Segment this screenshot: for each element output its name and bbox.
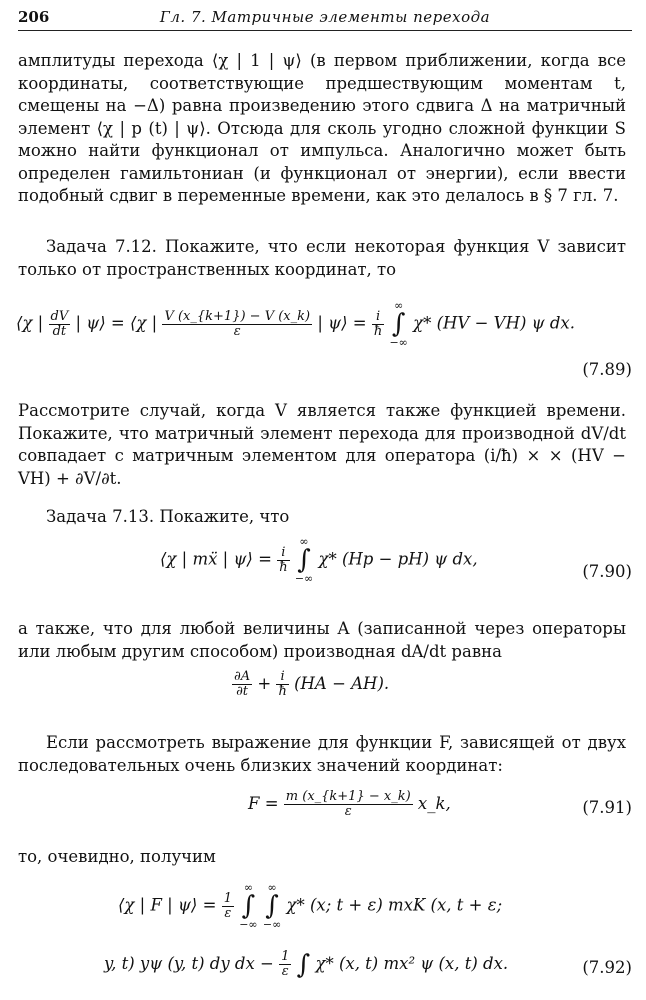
eq792-integral-2: ∞ ∫ −∞ [262,881,282,931]
eq792-coef-2: $\frac{1}{\varepsilon}$ [281,949,290,979]
eq792-integral-1: ∞ ∫ −∞ [239,881,258,931]
eq789-integral: ∞ ∫ −∞ [389,299,408,349]
eq791-fraction: $\frac{m (x\_\{k+1\} - x\_k)}{\varepsilon}$ [285,789,411,819]
eq790-integral: ∞ ∫ −∞ [294,535,314,585]
paragraph-time-dependence: Рассмотрите случай, когда V является также функцией времени. Покажите, что матричный элемент перехода для производной dV/dt совпадает с матричным элементом для оператора (i/ħ) × × (HV − VH) + ∂V/∂t. [18,401,626,488]
running-title: Гл. 7. Матричные элементы перехода [159,8,491,26]
eq790-lhs: ⟨χ | mẍ | ψ⟩ = [160,549,272,569]
paragraph-obviously: то, очевидно, получим [18,847,216,866]
page-header [18,6,632,31]
equation-7-89 [16,300,575,348]
eq790-integrand: χ* (Hp − pH) ψ dx, [318,549,478,569]
eq790-coef: $\frac{i}{ħ}$ [279,544,288,575]
paragraph-function-F: Если рассмотреть выражение для функции F, зависящей от двух последовательных очень близких значений координат: [18,733,626,775]
equation-number-7-92: (7.92) [582,958,632,977]
eq791-rest: x_k, [417,794,451,813]
dAdt-fraction: $\frac{\partial A}{\partial t}$ [234,669,251,699]
eq791-lhs: F = [248,794,279,813]
eq789-coef: $\frac{i}{ħ}$ [373,308,383,339]
eq789-integrand: χ* (HV − VH) ψ dx. [413,313,575,333]
eq792-integrand-1: χ* (x; t + ε) mxK (x, t + ε; [286,895,503,915]
equation-7-91 [248,790,451,819]
eq792-lhs: ⟨χ | F | ψ⟩ = [118,895,217,915]
eq792-coef: $\frac{1}{\varepsilon}$ [223,890,232,921]
eq792-integrand-2: χ* (x, t) mx² ψ (x, t) dx. [315,954,509,973]
equation-dA-dt [232,670,389,699]
eq789-mid-close: | ψ⟩ = [317,313,367,333]
paragraph-amplitude: амплитуды перехода ⟨χ | 1 | ψ⟩ (в первом приближении, когда все координаты, соответствующие предшествующим моментам t, смещены на −Δ) равна произведению этого сдвига Δ на матричный элемент ⟨χ | p (t) | ψ⟩. Отсюда для сколь угодно сложной функции S можно найти функционал от импульса. Аналогично может быть определен гамильтониан (и функционал от энергии), если ввести подобный сдвиг в переменные времени, как это делалось в § 7 гл. 7. [18,51,626,205]
equation-7-90 [160,536,478,584]
equation-number-7-89: (7.89) [582,360,632,379]
equation-number-7-91: (7.91) [582,798,632,817]
eq789-lhs-close: | ψ⟩ = ⟨χ | [75,313,158,333]
eq789-lhs-fraction: $\frac{dV}{dt}$ [50,308,69,339]
task-7-12: Задача 7.12. Покажите, что если некоторая функция V зависит только от пространственных координат, то [18,237,626,279]
eq789-mid-fraction: $\frac{V (x\_\{k+1\}) - V (x\_k)}{\varepsilon}$ [164,308,311,339]
dAdt-coef: $\frac{i}{ħ}$ [278,669,287,699]
equation-7-92-line-2 [104,950,508,979]
page-number: 206 [18,8,50,26]
task-7-13: Задача 7.13. Покажите, что [46,507,290,526]
dAdt-plus: + [257,674,272,693]
equation-number-7-90: (7.90) [582,562,632,581]
paragraph-any-quantity: а также, что для любой величины A (записанной через операторы или любым другим способом) производная dA/dt равна [18,619,626,661]
eq792-line2-start: y, t) yψ (y, t) dy dx − [104,954,274,973]
eq792-integral-3: ∫ [296,949,311,980]
dAdt-rest: (HA − AH). [294,674,390,693]
equation-7-92-line-1 [118,882,502,930]
eq789-lhs-open: ⟨χ | [16,313,44,333]
